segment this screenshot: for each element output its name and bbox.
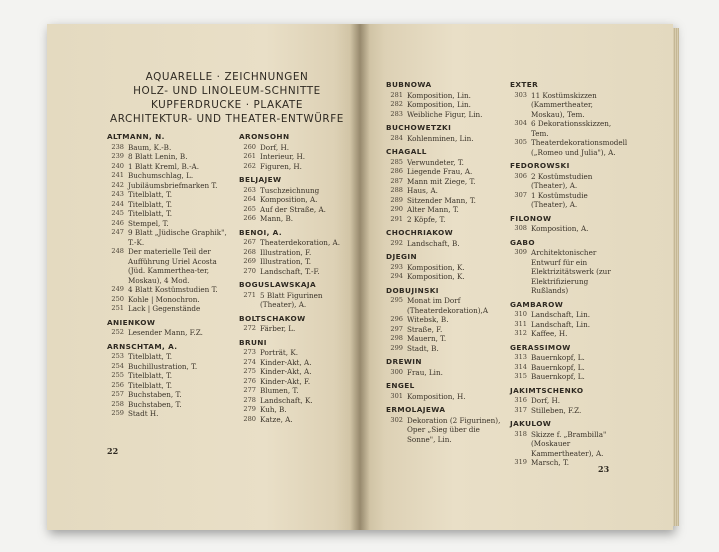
catalog-entry (239, 348, 349, 358)
catalog-entry (386, 263, 506, 273)
catalog-entry (107, 152, 235, 162)
catalog-entry (386, 344, 506, 354)
entry-title: Dekoration (2 Figurinen), Oper „Sieg über die Sonne", Lin. (407, 415, 501, 444)
entry-number: 269 (243, 257, 256, 265)
entry-title: Kohle | Monochron. (128, 294, 200, 304)
catalog-entry (239, 214, 349, 224)
entry-number: 307 (514, 190, 527, 199)
entry-number: 243 (111, 190, 124, 198)
catalog-entry (239, 257, 349, 267)
catalog-entry (107, 247, 235, 285)
entry-title: 4 Blatt Kostümstudien T. (128, 285, 218, 294)
entry-number: 249 (111, 285, 124, 293)
entry-title: Theaterdekoration, A. (260, 238, 340, 247)
catalog-entry (386, 368, 506, 378)
entry-title: 9 Blatt „Jüdische Graphik", T.-K. (128, 228, 227, 247)
entry-title: Der materielle Teil der Aufführung Uriel Acosta (Jüd. Kammerthea-ter, Moskau), 4 Mod. (128, 247, 217, 285)
catalog-entry (239, 291, 349, 310)
entry-title: Titelblatt, T. (128, 199, 173, 209)
artist-name: BOLTSCHAKOW (239, 313, 306, 323)
heading-line: HOLZ- UND LINOLEUM-SCHNITTE (133, 85, 321, 97)
heading-line: AQUARELLE · ZEICHNUNGEN (145, 71, 309, 83)
catalog-entry (107, 295, 235, 305)
catalog-entry (239, 396, 349, 406)
catalog-column-3 (386, 76, 506, 444)
entry-number: 308 (514, 224, 527, 232)
entry-number: 285 (390, 157, 403, 166)
entry-title: Stadt H. (128, 409, 159, 418)
entry-number: 274 (243, 357, 256, 366)
catalog-entry (107, 409, 235, 419)
entry-number: 242 (111, 180, 124, 189)
entry-number: 297 (390, 324, 403, 333)
entry-number: 299 (390, 343, 403, 352)
catalog-entry (510, 224, 622, 234)
entry-number: 265 (243, 204, 256, 213)
catalog-entry (386, 134, 506, 144)
catalog-entry (107, 304, 235, 314)
catalog-entry (386, 296, 506, 315)
entry-number: 292 (390, 238, 403, 247)
entry-title: Mann, B. (260, 214, 294, 223)
catalog-entry (239, 162, 349, 172)
entry-title: Buchumschlag, L. (128, 171, 194, 180)
artist-name: ANIENKOW (107, 317, 156, 327)
artist-name: CHAGALL (386, 147, 427, 156)
entry-number: 298 (390, 334, 403, 342)
artist-name: ALTMANN, N. (107, 132, 165, 141)
entry-number: 279 (243, 405, 256, 413)
catalog-entry (107, 352, 235, 362)
entry-title: Sitzender Mann, T. (407, 195, 476, 205)
artist-name: BUBNOWA (386, 80, 432, 89)
entry-title: 1 Blatt Kreml, B.-A. (128, 161, 199, 171)
entry-title: Komposition, Lin. (407, 90, 471, 100)
catalog-entry (386, 239, 506, 249)
entry-title: Alter Mann, T. (407, 205, 459, 214)
artist-name: FILONOW (510, 213, 552, 223)
catalog-entry (107, 371, 235, 381)
book-gutter (350, 24, 370, 530)
entry-title: Tuschzeichnung (260, 185, 320, 195)
artist-name: CHOCHRIAKOW (386, 228, 454, 237)
entry-title: Bauernkopf, L. (531, 353, 585, 362)
entry-number: 315 (514, 372, 527, 380)
entry-number: 250 (111, 294, 124, 303)
heading-line: KUPFERDRUCKE · PLAKATE (151, 99, 303, 111)
entry-title: Porträt, K. (260, 348, 299, 357)
entry-title: Frau, Lin. (407, 367, 443, 377)
entry-title: Witebsk, B. (407, 315, 449, 324)
entry-title: Bauernkopf, L. (531, 362, 585, 372)
entry-number: 239 (111, 152, 124, 160)
entry-title: Lesender Mann, F.Z. (128, 328, 203, 337)
catalog-entry (107, 390, 235, 400)
entry-number: 319 (514, 458, 527, 466)
entry-title: Komposition, H. (407, 391, 466, 401)
entry-number: 261 (243, 152, 256, 160)
catalog-entry (386, 110, 506, 120)
catalog-entry (386, 392, 506, 402)
entry-number: 240 (111, 161, 124, 170)
catalog-entry (239, 267, 349, 277)
catalog-entry (386, 334, 506, 344)
entry-title: Komposition, A. (260, 195, 318, 204)
entry-number: 252 (111, 328, 124, 336)
artist-name: FEDOROWSKI (510, 161, 570, 170)
catalog-entry (386, 205, 506, 215)
entry-title: Titelblatt, T. (128, 352, 173, 361)
entry-title: Komposition, A. (531, 224, 589, 233)
catalog-entry (386, 315, 506, 325)
entry-number: 295 (390, 296, 403, 304)
artist-name: DREWIN (386, 357, 422, 366)
entry-number: 258 (111, 399, 124, 408)
entry-title: 2 Kostümstudien (Theater), A. (531, 171, 593, 190)
catalog-entry (239, 415, 349, 425)
entry-number: 246 (111, 218, 124, 227)
entry-number: 262 (243, 161, 256, 170)
entry-number: 289 (390, 195, 403, 204)
artist-name: BRUNI (239, 337, 267, 347)
catalog-entry (107, 200, 235, 210)
artist-name: JAKIMTSCHENKO (510, 385, 584, 395)
artist-name: BUCHOWETZKI (386, 123, 452, 132)
catalog-entry (510, 320, 622, 330)
entry-title: Katze, A. (260, 414, 293, 424)
entry-title: Lack | Gegenstände (128, 304, 201, 313)
entry-title: Stempel, T. (128, 218, 169, 228)
entry-title: 6 Dekorationsskizzen, Tem. (531, 119, 612, 138)
entry-title: Illustration, F. (260, 247, 312, 257)
entry-title: Dorf, H. (260, 142, 290, 152)
catalog-entry (107, 328, 235, 338)
entry-number: 318 (514, 429, 527, 438)
entry-title: Färber, L. (260, 324, 296, 333)
entry-title: Figuren, H. (260, 161, 302, 171)
entry-number: 257 (111, 390, 124, 398)
entry-number: 317 (514, 405, 527, 414)
catalog-entry (239, 143, 349, 153)
entry-number: 286 (390, 167, 403, 175)
catalog-entry (510, 372, 622, 382)
entry-number: 266 (243, 214, 256, 222)
catalog-entry (386, 272, 506, 282)
entry-number: 294 (390, 272, 403, 280)
entry-title: Buchillustration, T. (128, 361, 198, 371)
entry-title: 1 Kostümstudie (Theater), A. (531, 190, 588, 209)
entry-number: 282 (390, 100, 403, 108)
entry-title: Kaffee, H. (531, 329, 568, 338)
catalog-entry (510, 329, 622, 339)
entry-number: 301 (390, 391, 403, 400)
catalog-entry (239, 377, 349, 387)
entry-number: 267 (243, 238, 256, 246)
catalog-entry (107, 219, 235, 229)
entry-title: Mauern, T. (407, 334, 447, 343)
artist-name: DOBUJINSKI (386, 285, 439, 295)
artist-name: ARONSOHN (239, 132, 290, 141)
catalog-entry (510, 363, 622, 373)
entry-number: 303 (514, 90, 527, 99)
catalog-entry (239, 324, 349, 334)
entry-number: 290 (390, 205, 403, 213)
entry-title: Stadt, B. (407, 343, 439, 353)
entry-number: 314 (514, 362, 527, 371)
entry-number: 283 (390, 109, 403, 118)
catalog-entry (107, 162, 235, 172)
catalog-entry (239, 358, 349, 368)
entry-title: Baum, K.-B. (128, 142, 172, 152)
catalog-entry (510, 406, 622, 416)
entry-number: 248 (111, 247, 124, 255)
entry-title: Architektonischer Entwurf für ein Elektrizitätswerk (zur Elektrifizierung Rußlands) (531, 248, 611, 295)
catalog-entry (386, 325, 506, 335)
artist-name: ARNSCHTAM, A. (107, 341, 178, 351)
catalog-entry (510, 353, 622, 363)
entry-title: Mann mit Ziege, T. (407, 176, 476, 186)
entry-number: 302 (390, 415, 403, 424)
catalog-entry (107, 143, 235, 153)
catalog-entry (239, 205, 349, 215)
artist-name: BELJAJEW (239, 175, 282, 184)
entry-number: 309 (514, 248, 527, 256)
entry-title: Skizze f. „Brambilla" (Moskauer Kammertheater), A. (531, 429, 607, 458)
catalog-entry (107, 209, 235, 219)
catalog-entry (510, 248, 622, 296)
entry-number: 275 (243, 367, 256, 375)
entry-title: Interieur, H. (260, 152, 305, 161)
catalog-entry (510, 191, 622, 210)
entry-number: 277 (243, 386, 256, 394)
catalog-entry (239, 238, 349, 248)
entry-number: 310 (514, 310, 527, 318)
entry-number: 293 (390, 262, 403, 271)
entry-title: Dorf, H. (531, 396, 561, 405)
catalog-entry (239, 367, 349, 377)
catalog-entry (239, 386, 349, 396)
entry-title: Kinder-Akt, A. (260, 367, 312, 376)
page-edges (673, 28, 679, 526)
entry-title: Landschaft, T.-F. (260, 266, 320, 276)
entry-number: 255 (111, 371, 124, 379)
catalog-entry (107, 190, 235, 200)
catalog-column-2 (239, 128, 349, 424)
entry-number: 276 (243, 376, 256, 385)
entry-title: 5 Blatt Figurinen (Theater), A. (260, 290, 323, 309)
artist-name: ERMOLAJEWA (386, 405, 446, 414)
artist-name: BENOI, A. (239, 227, 283, 237)
catalog-column-1 (107, 128, 235, 419)
entry-number: 272 (243, 324, 256, 332)
entry-title: Titelblatt, T. (128, 190, 173, 199)
entry-title: 11 Kostümskizzen (Kammertheater, Moskau), Tem. (531, 90, 597, 119)
entry-number: 313 (514, 353, 527, 361)
entry-number: 263 (243, 185, 256, 194)
artist-name: GERASSIMOW (510, 342, 571, 352)
entry-number: 238 (111, 142, 124, 151)
entry-title: 2 Köpfe, T. (407, 214, 446, 224)
catalog-entry (510, 91, 622, 120)
catalog-section-heading (107, 70, 347, 126)
left-page (47, 24, 360, 530)
artist-name: EXTER (510, 80, 539, 89)
entry-title: Blumen, T. (260, 386, 299, 395)
entry-title: Jubiläumsbriefmarken T. (128, 180, 218, 190)
entry-number: 251 (111, 304, 124, 312)
artist-name: DJEGIN (386, 252, 417, 261)
catalog-entry (239, 405, 349, 415)
artist-name: GABO (510, 237, 536, 247)
entry-number: 268 (243, 247, 256, 256)
entry-number: 287 (390, 176, 403, 185)
entry-title: 8 Blatt Lenin, B. (128, 152, 188, 161)
entry-title: Auf der Straße, A. (260, 204, 326, 214)
entry-number: 316 (514, 396, 527, 404)
entry-number: 271 (243, 290, 256, 299)
entry-number: 281 (390, 90, 403, 99)
entry-number: 296 (390, 315, 403, 323)
entry-title: Theaterdekorationsmodell („Romeo und Julia"), A. (531, 138, 628, 157)
entry-title: Komposition, K. (407, 262, 465, 272)
catalog-entry (386, 215, 506, 225)
entry-title: Stilleben, F.Z. (531, 405, 582, 415)
catalog-entry (239, 152, 349, 162)
entry-title: Landschaft, B. (407, 238, 460, 248)
entry-number: 288 (390, 186, 403, 194)
artist-name: GAMBAROW (510, 299, 564, 309)
catalog-entry (510, 119, 622, 138)
entry-title: Monat im Dorf (Theaterdekoration),A (407, 296, 489, 315)
entry-number: 260 (243, 142, 256, 151)
catalog-entry (510, 430, 622, 459)
entry-title: Haus, A. (407, 186, 438, 195)
entry-title: Kinder-Akt, F. (260, 376, 311, 386)
catalog-entry (386, 158, 506, 168)
entry-number: 306 (514, 171, 527, 180)
entry-title: Kuh, B. (260, 405, 287, 414)
entry-title: Komposition, K. (407, 272, 465, 281)
entry-number: 264 (243, 195, 256, 203)
entry-number: 291 (390, 214, 403, 223)
entry-title: Bauernkopf, L. (531, 372, 585, 381)
heading-line: ARCHITEKTUR- UND THEATER-ENTWÜRFE (110, 113, 344, 125)
artist-name: ENGEL (386, 381, 415, 390)
entry-title: Titelblatt, T. (128, 209, 173, 218)
entry-number: 311 (514, 319, 527, 328)
page-number: 22 (107, 446, 119, 456)
catalog-entry (107, 228, 235, 247)
entry-number: 253 (111, 352, 124, 360)
entry-number: 304 (514, 119, 527, 127)
artist-name: BOGUSLAWSKAJA (239, 280, 317, 289)
entry-title: Weibliche Figur, Lin. (407, 109, 483, 119)
entry-title: Marsch, T. (531, 458, 570, 467)
entry-title: Buchstaben, T. (128, 399, 182, 409)
entry-number: 284 (390, 133, 403, 142)
entry-number: 312 (514, 329, 527, 337)
entry-number: 244 (111, 199, 124, 208)
entry-title: Verwundeter, T. (407, 157, 464, 167)
catalog-entry (510, 396, 622, 406)
entry-title: Landschaft, Lin. (531, 310, 591, 319)
entry-title: Illustration, T. (260, 257, 312, 266)
catalog-entry (386, 100, 506, 110)
catalog-entry (386, 91, 506, 101)
entry-number: 280 (243, 414, 256, 423)
entry-title: Kinder-Akt, A. (260, 357, 312, 367)
entry-title: Buchstaben, T. (128, 390, 182, 399)
entry-number: 305 (514, 138, 527, 146)
entry-title: Titelblatt, T. (128, 371, 173, 380)
artist-name: JAKULOW (510, 419, 552, 428)
entry-title: Komposition, Lin. (407, 100, 471, 109)
entry-number: 273 (243, 348, 256, 356)
catalog-entry (107, 285, 235, 295)
entry-number: 259 (111, 409, 124, 417)
catalog-entry (386, 196, 506, 206)
entry-number: 254 (111, 361, 124, 370)
right-page (360, 24, 673, 530)
catalog-entry (510, 172, 622, 191)
catalog-entry (239, 186, 349, 196)
catalog-entry (107, 362, 235, 372)
entry-title: Straße, F. (407, 324, 443, 334)
entry-title: Titelblatt, T. (128, 380, 173, 390)
page-number: 23 (598, 464, 610, 474)
entry-title: Kohlenminen, Lin. (407, 133, 474, 143)
open-catalog-book (47, 24, 673, 530)
catalog-entry (386, 167, 506, 177)
catalog-entry (239, 195, 349, 205)
entry-number: 256 (111, 380, 124, 389)
catalog-entry (386, 416, 506, 445)
entry-title: Liegende Frau, A. (407, 167, 473, 176)
catalog-entry (386, 177, 506, 187)
entry-number: 278 (243, 395, 256, 404)
catalog-entry (107, 181, 235, 191)
catalog-entry (107, 381, 235, 391)
entry-number: 247 (111, 228, 124, 236)
entry-title: Landschaft, Lin. (531, 319, 591, 329)
entry-number: 245 (111, 209, 124, 217)
catalog-entry (386, 186, 506, 196)
entry-number: 270 (243, 266, 256, 275)
catalog-column-4 (510, 76, 628, 468)
catalog-entry (510, 138, 628, 157)
entry-number: 300 (390, 367, 403, 376)
catalog-entry (107, 171, 235, 181)
entry-number: 241 (111, 171, 124, 179)
entry-title: Landschaft, K. (260, 395, 313, 405)
catalog-entry (510, 310, 622, 320)
catalog-entry (239, 248, 349, 258)
catalog-entry (107, 400, 235, 410)
